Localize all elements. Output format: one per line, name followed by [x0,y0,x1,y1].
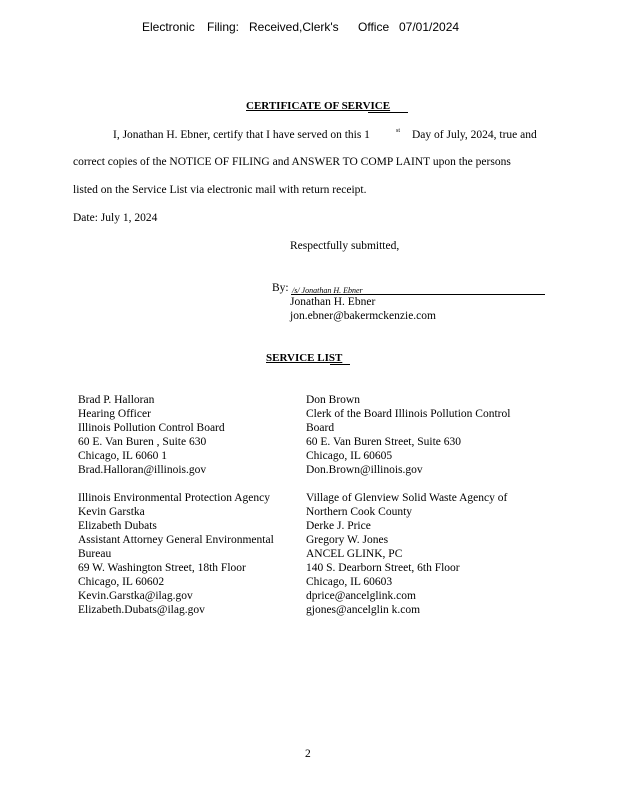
by-label: By: [272,282,289,294]
recipient-line: Illinois Environmental Protection Agency [78,492,270,504]
recipient-line: 69 W. Washington Street, 18th Floor [78,562,246,574]
recipient-email: Elizabeth.Dubats@ilag.gov [78,604,205,616]
recipient-line: Brad P. Halloran [78,394,155,406]
recipient-line: 60 E. Van Buren Street, Suite 630 [306,436,462,448]
recipient-line: 140 S. Dearborn Street, 6th Floor [306,562,460,574]
certificate-line-3: listed on the Service List via electronic mail with return receipt. [73,184,367,196]
recipient-line: Chicago, IL 60602 [78,576,165,588]
certificate-line-1b: Day of July, 2024, true and [412,129,537,141]
recipient-line: ANCEL GLINK, PC [306,548,403,560]
recipient-block [78,393,274,477]
closing: Respectfully submitted, [290,240,400,252]
recipient-email: gjones@ancelglin k.com [306,604,421,616]
certificate-date: Date: July 1, 2024 [73,212,158,224]
recipient-line: Illinois Pollution Control Board [78,422,225,434]
recipient-email: dprice@ancelglink.com [306,590,416,602]
recipient-line: Gregory W. Jones [306,534,389,546]
recipient-line: Assistant Attorney General Environmental [78,534,274,546]
signer-name: Jonathan H. Ebner [290,296,376,308]
signature-line [291,294,545,295]
certificate-line-1a: I, Jonathan H. Ebner, certify that I have served on this 1 [113,129,370,141]
recipient-line: Chicago, IL 6060 1 [78,450,168,462]
service-list-left-column [78,393,274,631]
recipient-line: Hearing Officer [78,408,151,420]
page-number: 2 [305,748,311,760]
recipient-line: Don Brown [306,394,360,406]
recipient-line: Northern Cook County [306,506,413,518]
ordinal-suffix: st [396,128,401,134]
recipient-line: Derke J. Price [306,520,371,532]
recipient-block [306,491,510,617]
certificate-line-2: correct copies of the NOTICE OF FILING and ANSWER TO COMP LAINT upon the persons [73,156,511,168]
signature: /s/ Jonathan H. Ebner [292,286,363,295]
service-list-title: SERVICE LIST [266,352,343,364]
recipient-line: Board [306,422,335,434]
certificate-title: CERTIFICATE OF SERVICE [246,100,391,112]
stamp-word: Received,Clerk's [249,20,339,34]
recipient-line: Kevin Garstka [78,506,145,518]
recipient-email: Kevin.Garstka@ilag.gov [78,590,193,602]
signer-email: jon.ebner@bakermckenzie.com [290,310,436,322]
stamp-date: 07/01/2024 [399,20,460,34]
stamp-word: Office [358,20,390,34]
title-underline [368,112,408,113]
recipient-line: Elizabeth Dubats [78,520,157,532]
recipient-email: Brad.Halloran@illinois.gov [78,464,207,476]
stamp-word: Electronic [142,20,195,34]
stamp-word: Filing: [207,20,240,34]
recipient-line: Village of Glenview Solid Waste Agency of [306,492,508,504]
recipient-line: Chicago, IL 60605 [306,450,393,462]
recipient-line: Clerk of the Board Illinois Pollution Control [306,408,511,420]
recipient-email: Don.Brown@illinois.gov [306,464,423,476]
service-list-right-column [306,393,510,631]
recipient-block [306,393,510,477]
recipient-block [78,491,274,617]
service-list-underline [330,364,350,365]
recipient-line: Chicago, IL 60603 [306,576,393,588]
recipient-line: 60 E. Van Buren , Suite 630 [78,436,207,448]
recipient-line: Bureau [78,548,112,560]
